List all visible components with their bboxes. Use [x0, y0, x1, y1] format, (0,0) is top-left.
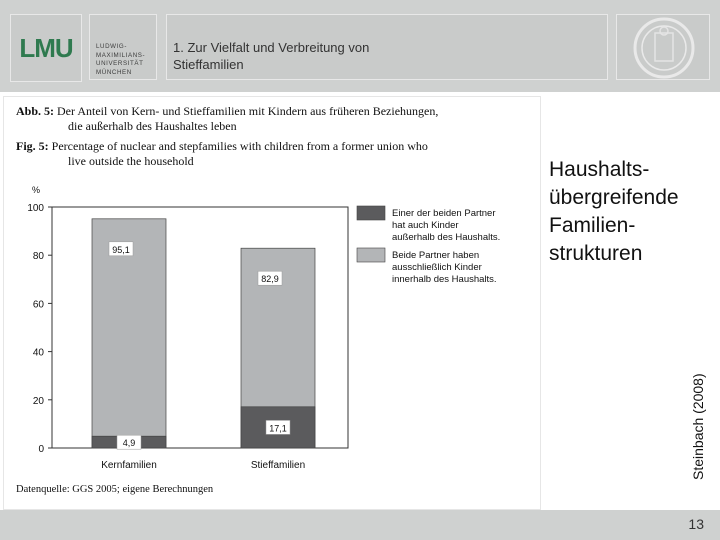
- stacked-bar-chart: [0, 176, 540, 481]
- y-axis-label: %: [31, 185, 41, 195]
- legend-label: ausschließlich Kinder: [392, 262, 482, 273]
- side-heading: [549, 156, 679, 268]
- y-tick-label: 40: [32, 347, 44, 359]
- vertical-credit: Steinbach (2008): [690, 373, 706, 480]
- legend-label: Einer der beiden Partner: [392, 208, 496, 219]
- lmu-logo: [10, 14, 82, 82]
- data-label: 95,1: [112, 244, 130, 255]
- data-source: Datenquelle: GGS 2005; eigene Berechnungen: [16, 484, 214, 495]
- legend-label: außerhalb des Haushalts.: [392, 232, 501, 243]
- data-label: 4,9: [122, 438, 136, 449]
- lmu-logo-text: LMU: [19, 32, 73, 63]
- university-seal-icon: [616, 14, 710, 80]
- slide-header: [0, 0, 720, 88]
- legend-swatch: [357, 248, 385, 262]
- caption-abb-label: Abb. 5:: [16, 104, 55, 118]
- legend-swatch: [357, 206, 385, 220]
- side-heading-line: Haushalts-: [549, 158, 650, 181]
- data-label: 17,1: [269, 423, 287, 434]
- university-line: MÜNCHEN: [96, 68, 132, 76]
- side-heading-line: Familien-: [549, 214, 636, 237]
- y-tick-label: 0: [38, 444, 44, 455]
- category-label: Kernfamilien: [101, 460, 157, 471]
- slide-title-box: [166, 14, 608, 80]
- y-tick-label: 80: [32, 251, 44, 263]
- category-label: Stieffamilien: [250, 460, 306, 471]
- caption-abb-line1: Der Anteil von Kern- und Stieffamilien mit Kindern aus früheren Beziehungen,: [57, 104, 439, 118]
- page-number: 13: [688, 516, 704, 532]
- legend-label: Beide Partner haben: [392, 250, 480, 261]
- university-line: MAXIMILIANS-: [96, 51, 146, 59]
- y-tick-label: 20: [32, 395, 44, 407]
- slide-title-line: 1. Zur Vielfalt und Verbreitung von: [173, 40, 370, 55]
- legend-label: innerhalb des Haushalts.: [392, 274, 497, 285]
- y-tick-label: 100: [27, 203, 44, 214]
- side-heading-line: übergreifende: [549, 186, 679, 209]
- caption-abb: [16, 104, 438, 119]
- side-heading-line: strukturen: [549, 242, 643, 265]
- caption-fig-line2: live outside the household: [68, 154, 194, 168]
- caption-fig: [16, 139, 428, 154]
- slide-footer: [0, 510, 720, 540]
- caption-abb-line2: die außerhalb des Haushaltes leben: [68, 119, 237, 133]
- y-tick-label: 60: [32, 299, 44, 311]
- data-label: 82,9: [261, 274, 279, 285]
- university-name: [89, 14, 157, 80]
- legend-label: hat auch Kinder: [392, 220, 459, 231]
- slide-title-line: Stieffamilien: [173, 57, 244, 72]
- caption-fig-line1: Percentage of nuclear and stepfamilies with children from a former union who: [51, 139, 428, 153]
- slide-title: [173, 39, 369, 73]
- university-line: LUDWIG-: [96, 43, 128, 50]
- university-line: UNIVERSITÄT: [96, 60, 144, 67]
- caption-fig-label: Fig. 5:: [16, 139, 49, 153]
